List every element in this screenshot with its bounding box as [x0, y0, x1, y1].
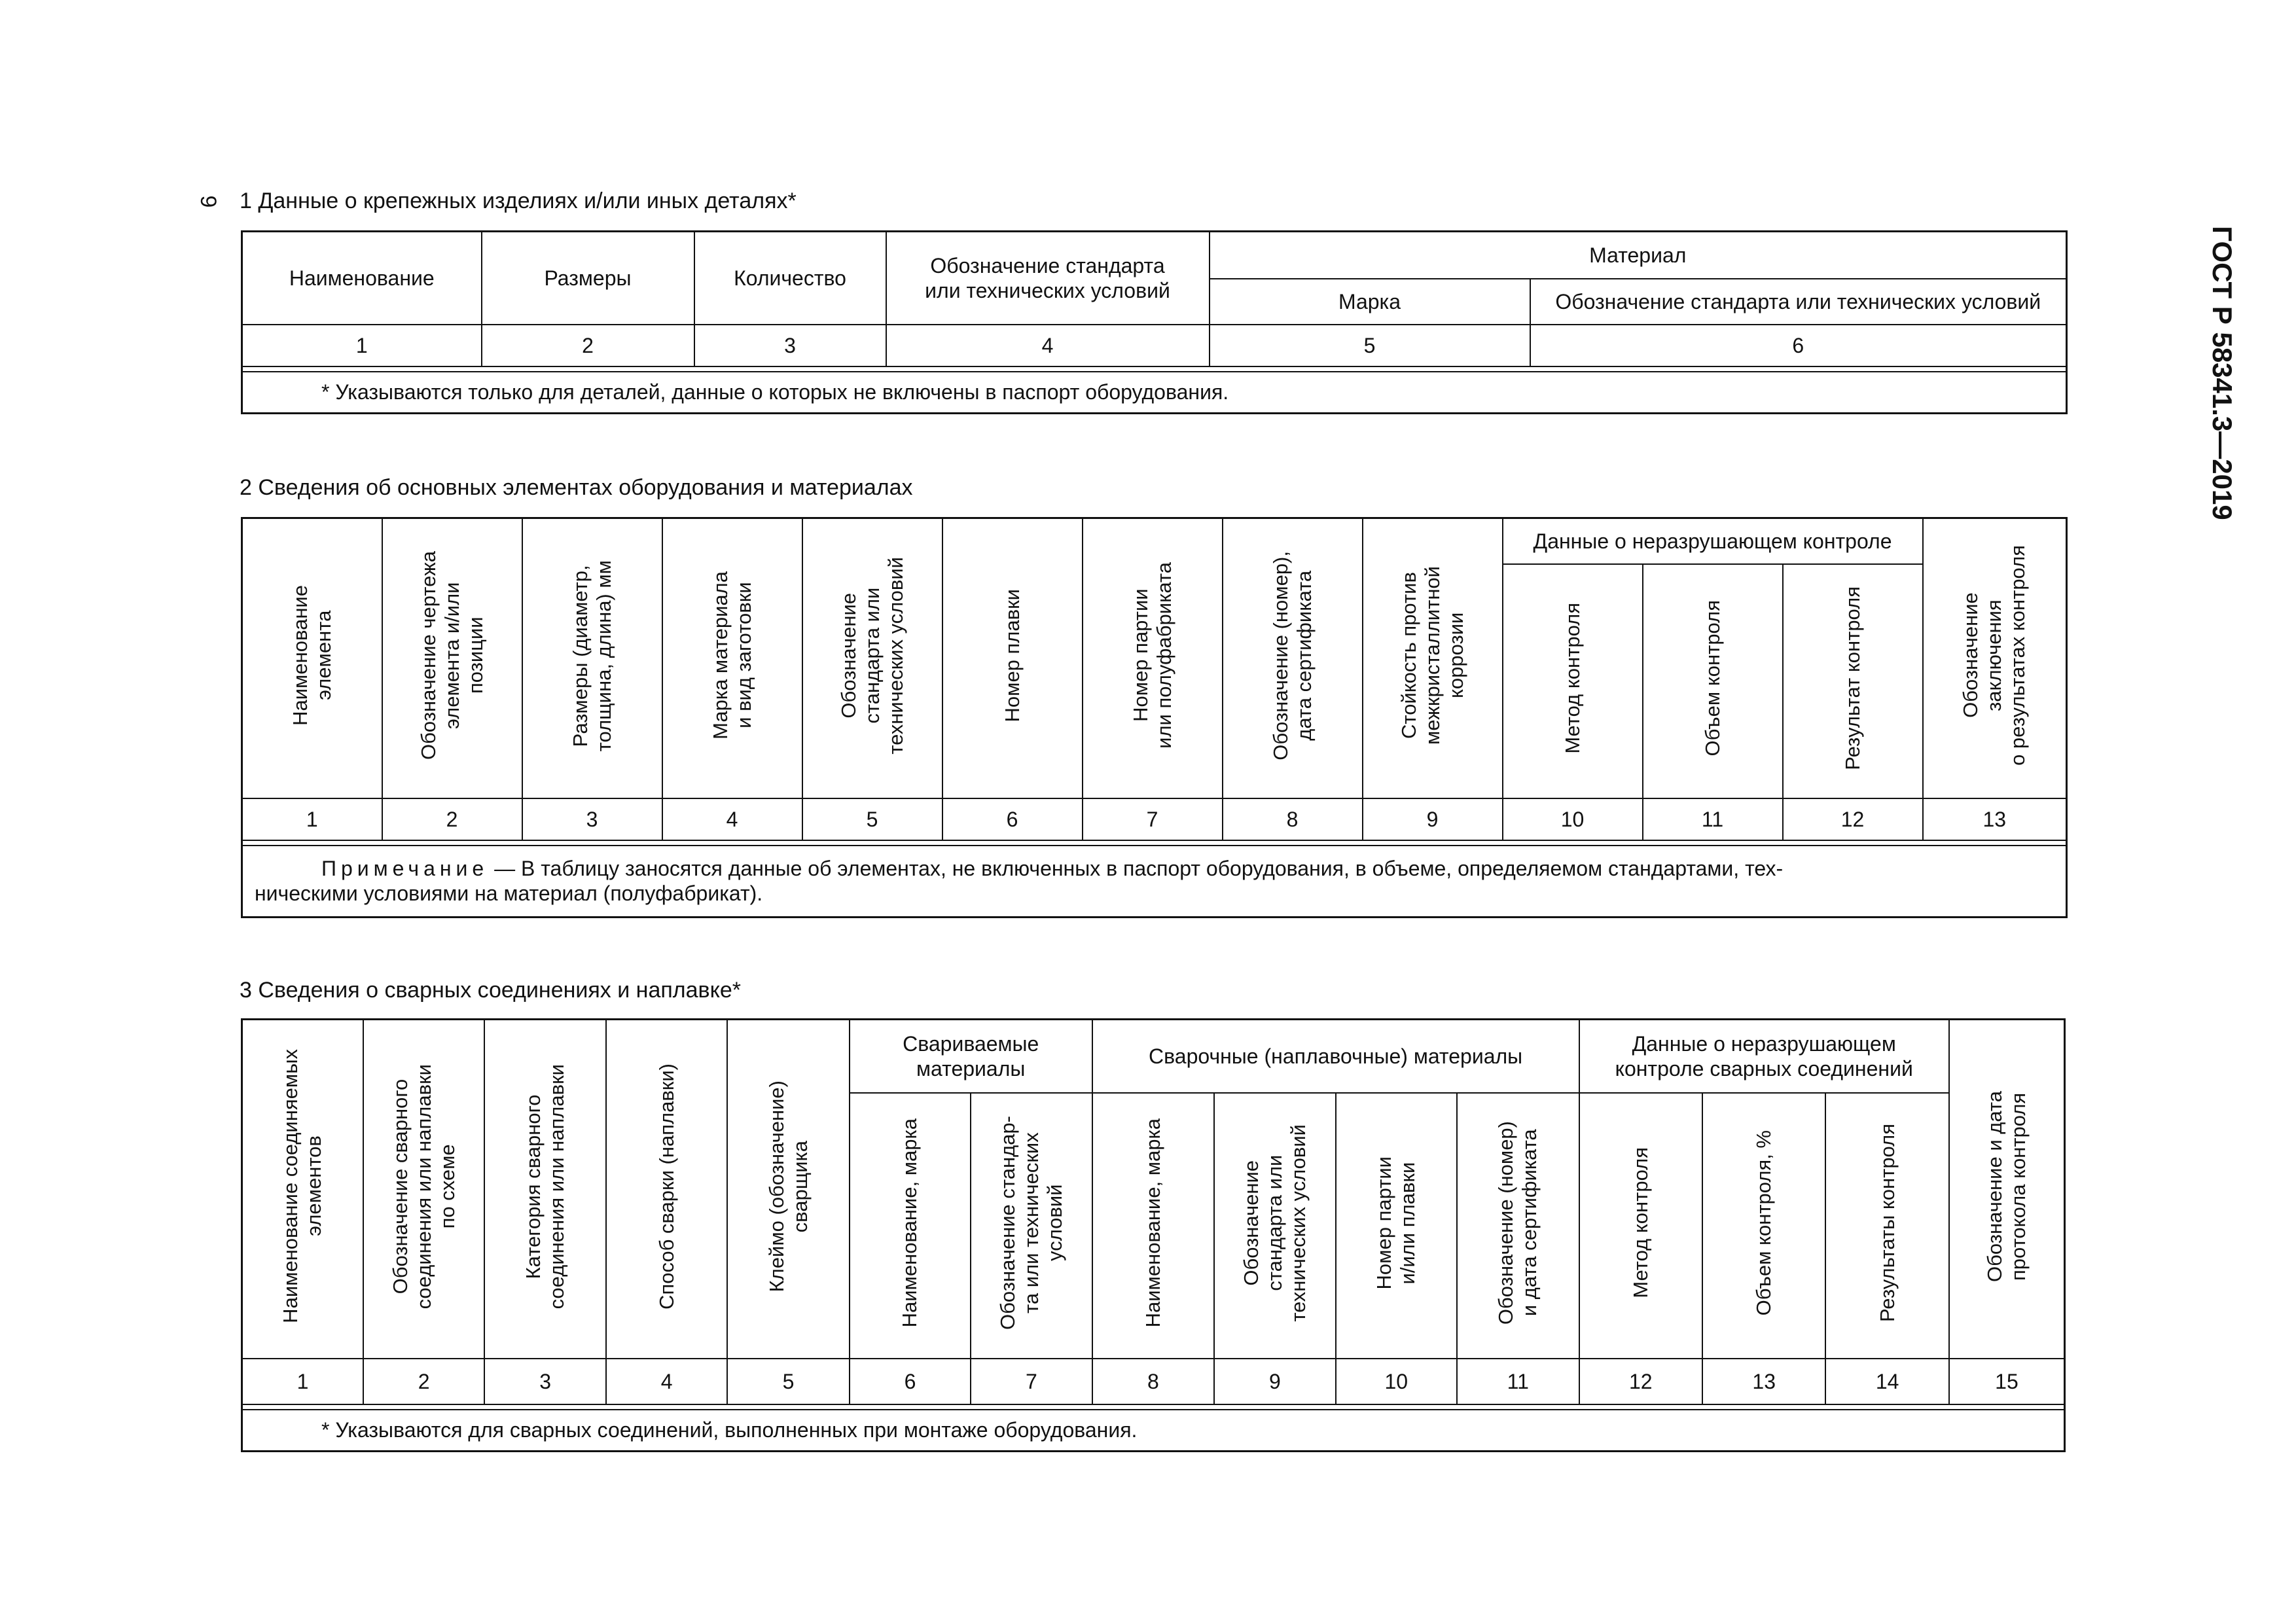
t1-col-number: 6 — [1530, 325, 2067, 366]
page-number: 9 — [196, 195, 221, 208]
t1-header-quantity: Количество — [694, 232, 886, 325]
document-code: ГОСТ Р 58341.3—2019 — [2207, 226, 2238, 520]
t1-header-material: Материал — [1210, 232, 2067, 279]
t3-col-number: 7 — [971, 1359, 1092, 1404]
t2-header-material-grade: Марка материала и вид заготовки — [708, 571, 755, 740]
t2-header-dimensions: Размеры (диаметр, толщина, длина) мм — [568, 560, 615, 751]
t2-col-number: 1 — [242, 798, 382, 840]
table1-title: 1 Данные о крепежных изделиях и/или иных деталях* — [240, 188, 797, 213]
t3-header-certificate: Обозначение (номер) и дата сертификата — [1494, 1120, 1541, 1325]
t2-header-conclusion: Обозначение заключения о результатах контроля — [1959, 545, 2030, 766]
t3-col-number: 2 — [363, 1359, 484, 1404]
t2-note-text: — В таблицу заносятся данные об элементах, не включенных в паспорт оборудования, в объеме, определяемом стандартами, тех- — [488, 857, 1784, 881]
t1-col-number: 1 — [242, 325, 482, 366]
t3-header-joined-elements: Наименование соединяемых элементов — [279, 1049, 326, 1324]
t2-header-drawing: Обозначение чертежа элемента и/или позиции — [416, 551, 487, 760]
table2-title: 2 Сведения об основных элементах оборудования и материалах — [240, 475, 913, 500]
t2-note-text-continued: ническими условиями на материал (полуфабрикат). — [255, 882, 763, 906]
t2-col-number: 13 — [1923, 798, 2067, 840]
t3-group-welded-materials: Свариваемые материалы — [850, 1020, 1092, 1093]
t3-col-number: 14 — [1825, 1359, 1948, 1404]
t3-header-joint-designation: Обозначение сварного соединения или наплавки по схеме — [388, 1063, 459, 1309]
table3-title: 3 Сведения о сварных соединениях и наплавке* — [240, 978, 741, 1003]
t1-footnote: * Указываются только для деталей, данные о которых не включены в паспорт оборудования. — [242, 372, 2067, 414]
t3-header-batch: Номер партии и/или плавки — [1372, 1156, 1420, 1290]
t2-header-element-name: Наименование элемента — [288, 585, 335, 726]
t2-col-number: 4 — [662, 798, 802, 840]
t2-header-certificate: Обозначение (номер), дата сертификата — [1268, 550, 1316, 760]
t3-header-welder-stamp: Клеймо (обозначение) сварщика — [764, 1080, 812, 1293]
t1-col-number: 2 — [482, 325, 694, 366]
t2-col-number: 2 — [382, 798, 522, 840]
t3-col-number: 8 — [1092, 1359, 1214, 1404]
t3-header-welded-standard: Обозначение стандар- та или технических условий — [996, 1116, 1066, 1330]
t3-col-number: 9 — [1214, 1359, 1335, 1404]
t3-footnote: * Указываются для сварных соединений, выполненных при монтаже оборудования. — [242, 1410, 2065, 1452]
t1-header-grade: Марка — [1210, 279, 1530, 325]
t2-header-result: Результат контроля — [1840, 586, 1864, 770]
t2-col-number: 12 — [1783, 798, 1923, 840]
t3-col-number: 5 — [727, 1359, 849, 1404]
t2-col-number: 10 — [1503, 798, 1643, 840]
t3-header-welded-grade: Наименование, марка — [898, 1118, 922, 1328]
t1-header-material-standard: Обозначение стандарта или технических условий — [1530, 279, 2067, 325]
t2-header-volume: Объем контроля — [1700, 600, 1724, 757]
t1-col-number: 5 — [1210, 325, 1530, 366]
t2-note-label: Примечание — [321, 857, 489, 881]
t3-col-number: 1 — [242, 1359, 363, 1404]
t3-col-number: 4 — [606, 1359, 727, 1404]
t2-header-method: Метод контроля — [1560, 603, 1584, 754]
t3-group-ndt: Данные о неразрушающем контроле сварных соединений — [1579, 1020, 1949, 1093]
t3-col-number: 12 — [1579, 1359, 1702, 1404]
t2-header-standard: Обозначение стандарта или технических условий — [836, 556, 907, 755]
table2 — [241, 517, 2068, 918]
t3-group-consumables: Сварочные (наплавочные) материалы — [1092, 1020, 1579, 1093]
t3-col-number: 15 — [1949, 1359, 2065, 1404]
t1-header-standard: Обозначение стандарта или технических условий — [886, 232, 1210, 325]
t2-col-number: 8 — [1223, 798, 1363, 840]
t3-header-consumable-standard: Обозначение стандарта или технических условий — [1239, 1124, 1310, 1322]
t2-header-heat-number: Номер плавки — [1000, 589, 1024, 722]
t3-col-number: 10 — [1336, 1359, 1457, 1404]
t2-col-number: 9 — [1363, 798, 1503, 840]
t2-col-number: 11 — [1643, 798, 1783, 840]
t1-col-number: 4 — [886, 325, 1210, 366]
t3-header-welding-method: Способ сварки (наплавки) — [655, 1063, 678, 1310]
t3-header-protocol: Обозначение и дата протокола контроля — [1982, 1090, 2030, 1282]
t3-header-consumable-grade: Наименование, марка — [1141, 1118, 1164, 1328]
t2-header-corrosion: Стойкость против межкристаллитной коррозии — [1397, 566, 1467, 745]
t3-col-number: 11 — [1457, 1359, 1579, 1404]
t3-header-joint-category: Категория сварного соединения или наплавки — [522, 1063, 569, 1309]
t3-header-results: Результаты контроля — [1875, 1123, 1899, 1323]
t3-header-method: Метод контроля — [1628, 1147, 1652, 1298]
t2-header-ndt-group: Данные о неразрушающем контроле — [1503, 518, 1923, 564]
t3-col-number: 3 — [484, 1359, 605, 1404]
t2-col-number: 3 — [522, 798, 662, 840]
table3 — [241, 1018, 2066, 1452]
t3-col-number: 6 — [850, 1359, 971, 1404]
t2-header-batch-number: Номер партии или полуфабриката — [1128, 562, 1175, 749]
t2-col-number: 6 — [942, 798, 1083, 840]
t1-header-sizes: Размеры — [482, 232, 694, 325]
t2-col-number: 5 — [802, 798, 942, 840]
t2-col-number: 7 — [1083, 798, 1223, 840]
t2-note — [242, 846, 2067, 918]
t1-col-number: 3 — [694, 325, 886, 366]
table1 — [241, 230, 2068, 414]
t1-header-name: Наименование — [242, 232, 482, 325]
t3-header-volume: Объем контроля, % — [1752, 1130, 1776, 1316]
t3-col-number: 13 — [1702, 1359, 1825, 1404]
